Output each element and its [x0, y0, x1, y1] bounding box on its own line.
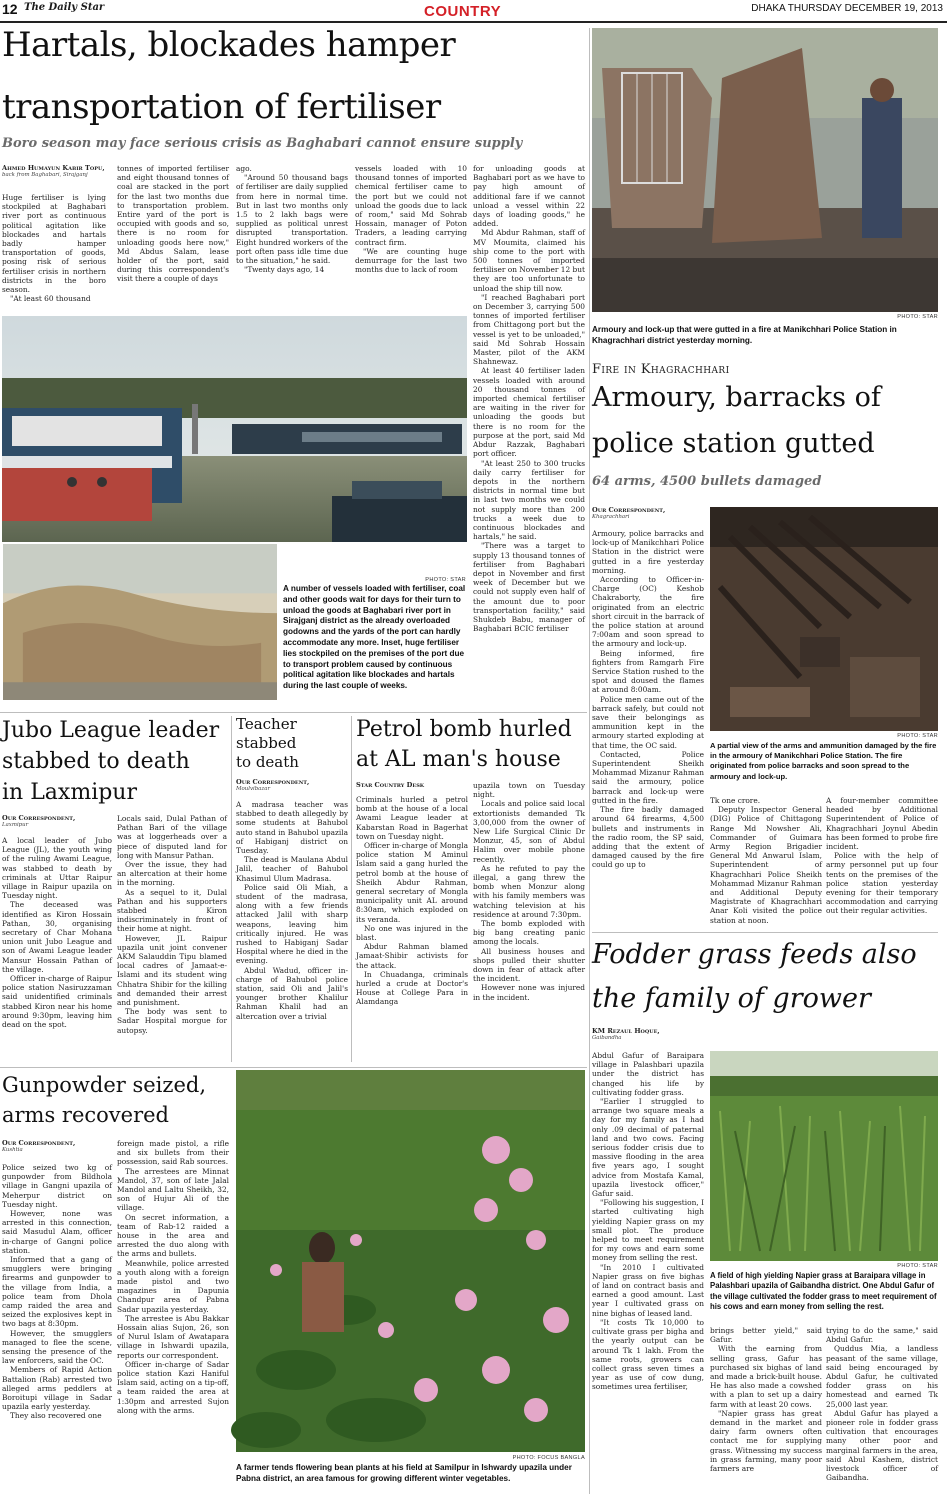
teacher-headline: Teacher stabbed to death [236, 715, 299, 771]
fodder-byline: KM Rezaul Hoque, Gaibandha [592, 1027, 660, 1041]
armoury-col-2: Tk one crore. Deputy Inspector General (DIG) Police of Chittagong Range Md Nowsher Ali, Commander of Guimara Army Region Brigadier General Md Anwarul Islam, Superintendent of Khagrachhari Police Sheikh Mohammad Mizanur Rahman and Additional Deputy Magistrate of Khagrachhari Anar Koli visited the police station at noon. [710, 796, 822, 925]
row-divider-1 [0, 712, 587, 713]
armoury-photo-credit-top: PHOTO: STAR [897, 314, 938, 320]
bean-photo-caption: A farmer tends flowering bean plants at his field at Samilpur in Ishwardy upazila under Pabna district, an area famous for growing different winter vegetables. [236, 1463, 572, 1483]
section-label: COUNTRY [424, 3, 502, 20]
hartal-col-5: for unloading goods at Baghabari port as we have to pay high amount of additional fare if we cannot unload a vessel within 22 days of loading goods," he added. Md Abdur Rahman, staff of MV Moumita, claimed his ship come to the port with 500 tonnes of imported fertiliser on November 12 but they are too unfortunate to unload the ship till now. "I reached Baghabari port on December 3, carrying 500 tonnes of imported fertiliser from Chittagong port but the vessel is yet to be unloaded," said Md Sohrab Hossain Master, pilot of the AKM Shahnewaz. At least 40 fertiliser laden vessels loaded with around 20 thousand tonnes of imported chemical fertiliser are waiting in the river for unloading the goods but there is no room for the purpose at the port, said Md Abdur Razzak, Baghabari port officer. "At least 250 to 300 trucks daily carry fertiliser for depots in the northern districts in normal time but in last two months we could not supply more than 200 trucks a week due to continuous blockades and hartals," he said. "There was a target to supply 13 thousand tonnes of fertiliser from Baghabari depot in November and first week of December but we could not supply even half of the amount due to poor transportation facility," said Shukdeb Babu, manager of Baghabari BCIC fertiliser [473, 164, 585, 634]
masthead-rule [0, 21, 947, 23]
gunpowder-byline: Our Correspondent, Kushtia [2, 1139, 76, 1153]
gunpowder-col-2: foreign made pistol, a rifle and six bullets from their possession, said Rab sources. The arrestees are Minnat Mandol, 37, son of late Jalal Mandol and Laltu Sheikh, 32, son of Hujur Ali of the village. On secret information, a team of Rab-12 raided a house in the area and arrested the duo along with the arms and bullets. Meanwhile, police arrested a youth along with a foreign made pistol and two magazines in Dapunia Chandpur area of Pabna Sadar upazila yesterday. The arrestee is Abu Bakkar Hossain alias Sujon, 26, son of Nurul Islam of Awatapara village in Ishwardi upazila, reports our correspondent. Officer in-charge of Sadar police station Kazi Haniful Islam said, acting on a tip-off, a team raided the area at 1:30pm and arrested Sujon along with the arms. [117, 1139, 229, 1415]
petrol-byline: Star Country Desk [356, 781, 425, 789]
jubo-byline: Our Correspondent, Laxmipur [2, 814, 76, 828]
armoury-headline-line-1: Armoury, barracks of [592, 382, 881, 413]
fodder-col-1: Abdul Gafur of Baraipara village in Palashbari upazila under the district has changed his life by cultivating fodder grass. "Earlier I struggled to arrange two square meals a day for my family as I had only .09 decimal of paternal land and two cows. Facing serious fodder crisis due to massive flooding in the area five years ago, I sought advice from Mostafa Kamal, upazila livestock officer," Gafur said. "Following his suggestion, I started cultivating high yielding Napier grass on my small plot. The produce helped to meet requirement for my cows and earn some money from selling the rest. "In 2010 I cultivated Napier grass on five bighas of land on contract basis and earned a good amount. Last year I cultivated grass on nine bighas of leased land. "It costs Tk 10,000 to cultivate grass per bigha and the yearly output can be around Tk 1 lakh. From the same roots, growers can collect grass seven times a year as use of cow dung, sometimes urea fertiliser, [592, 1051, 704, 1392]
armoury-photo-caption-top: Armoury and lock-up that were gutted in a fire at Manikchhari Police Station in Khagrachhari district yesterday morning. [592, 325, 897, 345]
armoury-headline-line-2: police station gutted [592, 428, 875, 459]
armoury-photo-caption-mid: A partial view of the arms and ammunition damaged by the fire in the armoury of Manikchhari Police Station. The fire originated from police barracks and soon spread to the armoury and lock-up. [710, 741, 937, 781]
fodder-photo-caption: A field of high yielding Napier grass at Baraipara village in Palashbari upazila of Gaibandha district. One Abdul Gafur of the village cultivated the fodder grass to meet requirement of his cows and earn money from selling the rest. [710, 1271, 937, 1312]
hartal-col-4: vessels loaded with 10 thousand tonnes of imported chemical fertiliser came to the port but we could not unload the goods due to lack of room," said Md Sohrab Hossain, manager of Poton Traders, a leading carrying contract firm. "We are counting huge demurrage for the last two months due to lack of room [355, 164, 467, 275]
right-column-divider [589, 28, 590, 1494]
fodder-headline-line-1: Fodder grass feeds also [592, 939, 917, 970]
jubo-headline: Jubo League leader stabbed to death in Laxmipur [2, 718, 220, 805]
armoury-kicker: Fire in Khagrachhari [592, 362, 730, 377]
teacher-col-1: A madrasa teacher was stabbed to death allegedly by some students at Bahubol auto stand in Bahubol upazila of Habiganj district on Tuesday. The dead is Maulana Abdul Jalil, teacher of Bahubol Khasimul Ulum Madrasa. Police said Oli Miah, a student of the madrasa, along with a few friends attacked Jalil with sharp weapons, leaving him critically injured. He was rushed to Habiganj Sadar Hospital where he died in the evening. Abdul Wadud, officer in-charge of Bahubol police station, said Oli and Jalil's younger brother Khalilur Rahman Khalil had an altercation over a trivial [236, 800, 348, 1021]
right-row-divider [592, 932, 938, 933]
armoury-col-3: A four-member committee headed by Additional Superintendent of Police of Khagrachhari Joynul Abedin has been formed to probe fire incident. Police with the help of army personnel put up four tents on the premises of the police station yesterday evening for their temporary accommodation and carrying out their regular activities. [826, 796, 938, 916]
fodder-photo-credit: PHOTO: STAR [897, 1263, 938, 1269]
masthead [0, 0, 947, 24]
hartal-byline: Ahmed Humayun Kabir Topu, back from Baghabari, Sirajganj [2, 164, 105, 178]
hartal-photo-caption: A number of vessels loaded with fertiliser, coal and other goods wait for days for their turn to unload the goods at Baghabari river port in Sirajganj district as the already overloaded godowns and the yards of the port can hardly accommodate any more. Inset, huge fertiliser lies stockpiled on the premises of the port due to transport problem caused by continuous political agitation like blockades and hartals during the last couple of weeks. [283, 584, 466, 691]
teacher-byline: Our Correspondent, Moulvibazar [236, 778, 310, 792]
fodder-col-2: brings better yield," said Gafur. With the earning from selling grass, Gafur has purchased six bighas of land and made a brick-built house. He has also made a cowshed with a plan to set up a dairy farm with at least 20 cows. "Napier grass has great demand in the market and dairy farm owners often contact me for supplying grass. Witnessing my success in grass farming, many poor farmers are [710, 1326, 822, 1474]
petrol-col-1: Criminals hurled a petrol bomb at the house of a local Awami League leader at Kabarstan Road in Bagerhat town on Tuesday night. Officer in-charge of Mongla police station M Aminul Islam said a gang hurled the petrol bomb at the house of Sheikh Abdur Rahman, general secretary of Mongla municipality unit AL around 8:30am, which exploded on its veranda. No one was injured in the blast. Abdur Rahman blamed Jamaat-Shibir activists for the attack. In Chuadanga, criminals hurled a crude at Doctor's House at College Para in Alamdanga [356, 795, 468, 1007]
hartal-col-1: Huge fertiliser is lying stockpiled at Baghabari river port as continuous political agitation like blockades and hartals badly hamper transportation of goods, posing risk of serious fertiliser crisis in northern districts in the boro season. "At least 60 thousand [2, 193, 106, 304]
armoury-byline: Our Correspondent, Khagrachhari [592, 506, 666, 520]
fodder-headline-line-2: the family of grower [592, 983, 871, 1014]
gunpowder-col-1: Police seized two kg of gunpowder from Bildhola village in Gangni upazila of Meherpur district on Tuesday night. However, none was arrested in this connection, said Masudul Alam, officer in-charge of Gangni police station. Informed that a gang of smugglers were bringing firearms and gunpowder to the village from India, a police team from Dhola camp raided the area and seized the explosives kept in two bags at 8:30pm. However, the smugglers managed to flee the scene, sensing the presence of the law enforcers, said the OC. Members of Rapid Action Battalion (Rab) arrested two alleged arms peddlers at Boroitupi village in Sadar upazila early yesterday. They also recovered one [2, 1163, 112, 1421]
gunpowder-headline: Gunpowder seized, arms recovered [2, 1073, 207, 1127]
armoury-col-1: Armoury, police barracks and lock-up of Manikchhari Police Station in the district were gutted in a fire yesterday morning. According to Officer-in-Charge (OC) Keshob Chakraborty, the fire originated from an electric short circuit in the barrack of the police station at around 7:00am and soon spread to the armoury and lock-up. Being informed, fire fighters from Ramgarh Fire Service Station rushed to the spot and doused the flames at around 8:00am. Police men came out of the barrack safely, but could not save their belongings as ammunition kept in the armoury started exploding at that time, the OC said. Contacted, Police Superintendent Sheikh Mohammad Mizanur Rahman said the armoury, police barrack and lock-up were gutted in the fire. The fire badly damaged around 64 firearms, 4,500 bullets and instruments in the radio room, the SP said, adding that the extent of damaged caused by the fire could go up to [592, 529, 704, 870]
teacher-petrol-divider [351, 716, 352, 1062]
fodder-col-3: trying to do the same," said Abdul Gafur. Quddus Mia, a landless peasant of the same village, said being encouraged by Abdul Gafur, he cultivated fodder grass on his homestead and earned Tk 25,000 last year. Abdul Gafur has played a pioneer role in fodder grass cultivation that encourages many other poor and marginal farmers in the area, said Abul Kashem, district livestock officer of Gaibandha. [826, 1326, 938, 1483]
damaged-arms-photo [710, 507, 938, 731]
hartal-headline-line-1: Hartals, blockades hamper [2, 25, 456, 65]
petrol-col-2: upazila town on Tuesday night. Locals and police said local extortionists demanded Tk 3,00,000 from the owner of New Life Surgical Clinic Dr Monzur, 45, son of Abdul Halim over mobile phone recently. As he refuted to pay the illegal, a gang threw the bomb when Monzur along with his family members was watching television at his residence at around 7:30pm. The bomb exploded with big bang creating panic among the locals. All business houses and shops pulled their shutter down in fear of attack after the incident. However none was injured in the incident. [473, 781, 585, 1002]
paper-name: The Daily Star [24, 2, 105, 13]
port-vessels-photo [2, 316, 467, 542]
jubo-teacher-divider [231, 716, 232, 1062]
hartal-headline-line-2: transportation of fertiliser [2, 87, 441, 127]
armoury-photo-credit-mid: PHOTO: STAR [897, 733, 938, 739]
hartal-subhead: Boro season may face serious crisis as Baghabari cannot ensure supply [2, 136, 523, 151]
hartal-col-3: ago. "Around 50 thousand bags of fertiliser are daily supplied from here in normal time. But in last two months only 1.5 to 2 lakh bags were supplied as political unrest disrupted transportation. Eight hundred workers of the port often pass idle time due to the situation," he said. "Twenty days ago, 14 [236, 164, 348, 275]
gutted-armoury-photo [592, 28, 938, 312]
napier-grass-photo [710, 1051, 938, 1261]
armoury-subhead: 64 arms, 4500 bullets damaged [592, 474, 822, 489]
hartal-photo-credit: PHOTO: STAR [425, 577, 466, 583]
jubo-col-2: Locals said, Dulal Pathan of Pathan Bari of the village was at loggerheads over a piece of disputed land for long with Mansur Pathan. Over the issue, they had an altercation at their home in the morning. As a sequel to it, Dulal Pathan and his supporters stabbed Kiron indiscriminately in front of their home at night. However, JL Raipur upazila unit joint convener AKM Salauddin Tipu blamed local cadres of Jamaat-e-Islami and its student wing Chhatra Shibir for the killing and demanded their arrest and punishment. The body was sent to Sadar Hospital morgue for autopsy. [117, 814, 227, 1035]
dateline: DHAKA THURSDAY DECEMBER 19, 2013 [751, 3, 943, 14]
page-number: 12 [2, 1, 18, 17]
fertiliser-stockpile-inset [2, 543, 278, 701]
bean-photo-credit: PHOTO: FOCUS BANGLA [512, 1455, 585, 1461]
bean-field-photo [236, 1070, 585, 1452]
jubo-col-1: A local leader of Jubo League (JL), the youth wing of the ruling Awami League, was stabbed to death by criminals at Uttar Raipur village in Raipur upazila on Tuesday night. The deceased was identified as Kiron Hossain Pathan, 30, organising secretary of Char Mohana union unit Jubo League and son of Awami League leader Mansur Hossain Pathan of the village. Officer in-charge of Raipur police station Nasiruzzaman said unidentified criminals stabbed Kiron near his home around 9:30pm, leaving him dead on the spot. [2, 836, 112, 1030]
petrol-headline-line-1: Petrol bomb hurled [356, 717, 572, 742]
petrol-headline-line-2: at AL man's house [356, 747, 561, 772]
hartal-col-2: tonnes of imported fertiliser and eight thousand tonnes of coal are stacked in the port for the last two months due to transportation problem. Entire yard of the port is occupied with goods and so, there is no room for unloading goods here now," Md Abdus Salam, lease holder of the port, said during this correspondent's visit there a couple of days [117, 164, 229, 284]
row-divider-2 [0, 1067, 587, 1068]
